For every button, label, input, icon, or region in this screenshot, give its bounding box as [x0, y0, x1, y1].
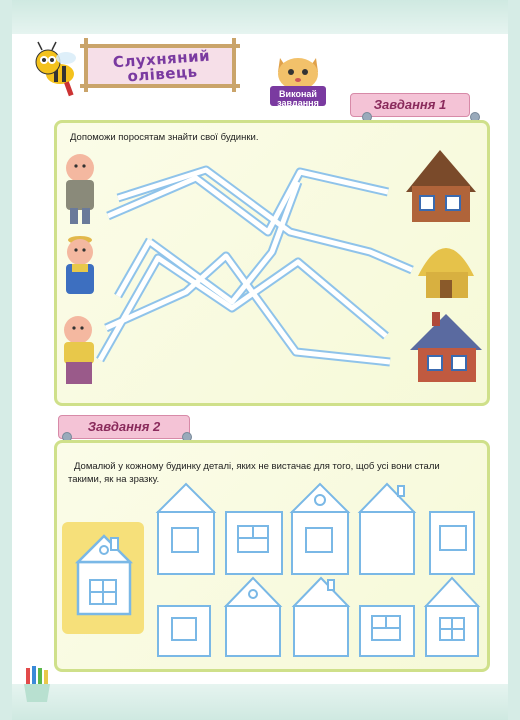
- house-outline-9: [360, 606, 414, 656]
- house-outline-2: [226, 512, 282, 574]
- task2-tag: Завдання 2: [58, 415, 190, 439]
- house-outline-6: [158, 606, 210, 656]
- crayon-cup-icon: [16, 664, 56, 704]
- badge-label: Виконай завдання: [277, 89, 319, 108]
- house-outline-5: [430, 512, 474, 574]
- house-outline-4: [360, 484, 414, 574]
- task2-instruction: Домалюй у кожному будинку деталі, яких не вистачає для того, щоб усі вони стали такими, як на зразку.: [68, 461, 440, 485]
- house-outline-8: [294, 578, 348, 656]
- task1-tag: Завдання 1: [350, 93, 470, 117]
- page-title: Слухняний олівець: [112, 46, 211, 86]
- house-outline-10: [426, 578, 478, 656]
- house-outline-7: [226, 578, 280, 656]
- house-outline-3: [292, 484, 348, 574]
- task1-instruction: Допоможи поросятам знайти свої будинки.: [70, 132, 259, 143]
- house-outline-1: [158, 484, 214, 574]
